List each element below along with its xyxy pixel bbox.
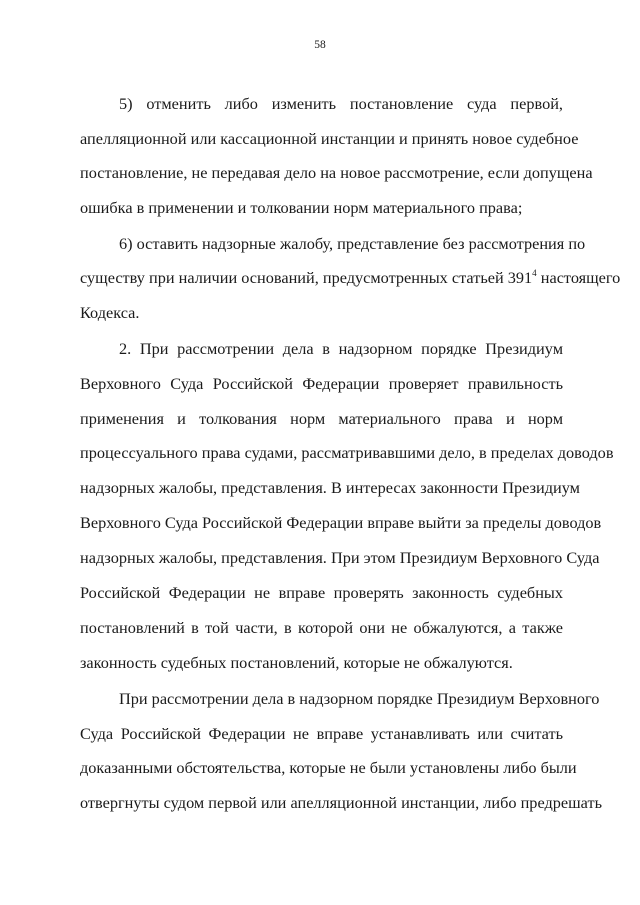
page-number: 58 — [314, 39, 326, 51]
text-line: Кодекса. — [80, 303, 140, 322]
text-line: законность судебных постановлений, которые не обжалуются. — [80, 653, 513, 672]
text-line: апелляционной или кассационной инстанции и принять новое судебное — [80, 129, 579, 148]
text-line: 2. При рассмотрении дела в надзорном порядке Президиум — [119, 339, 563, 358]
text-line: постановлений в той части, в которой они не обжалуются, а также — [80, 618, 563, 637]
text-line: надзорных жалобы, представления. В интересах законности Президиум — [80, 478, 580, 497]
text-line — [80, 267, 621, 288]
text-line: Суда Российской Федерации не вправе устанавливать или считать — [80, 724, 563, 743]
text-line: 5) отменить либо изменить постановление суда первой, — [119, 94, 563, 113]
text-line: Верховного Суда Российской Федерации проверяет правильность — [80, 374, 563, 393]
text-line: 6) оставить надзорные жалобу, представление без рассмотрения по — [119, 234, 586, 253]
text-line: надзорных жалобы, представления. При этом Президиум Верховного Суда — [80, 548, 600, 567]
text-line: применения и толкования норм материального права и норм — [80, 409, 563, 428]
text-line: Российской Федерации не вправе проверять законность судебных — [80, 583, 563, 602]
superscript: 4 — [532, 267, 537, 278]
line-text: существу при наличии оснований, предусмотренных статьей 391 — [80, 268, 533, 287]
line-text: настоящего — [540, 268, 621, 287]
text-line: процессуального права судами, рассматривавшими дело, в пределах доводов — [80, 443, 614, 462]
text-line: Верховного Суда Российской Федерации вправе выйти за пределы доводов — [80, 513, 602, 532]
text-line: постановление, не передавая дело на новое рассмотрение, если допущена — [80, 163, 593, 182]
text-line: доказанными обстоятельства, которые не были установлены либо были — [80, 758, 577, 777]
text-line: При рассмотрении дела в надзорном порядке Президиум Верховного — [119, 689, 600, 708]
text-line: отвергнуты судом первой или апелляционной инстанции, либо предрешать — [80, 793, 602, 812]
text-line: ошибка в применении и толковании норм материального права; — [80, 198, 523, 217]
